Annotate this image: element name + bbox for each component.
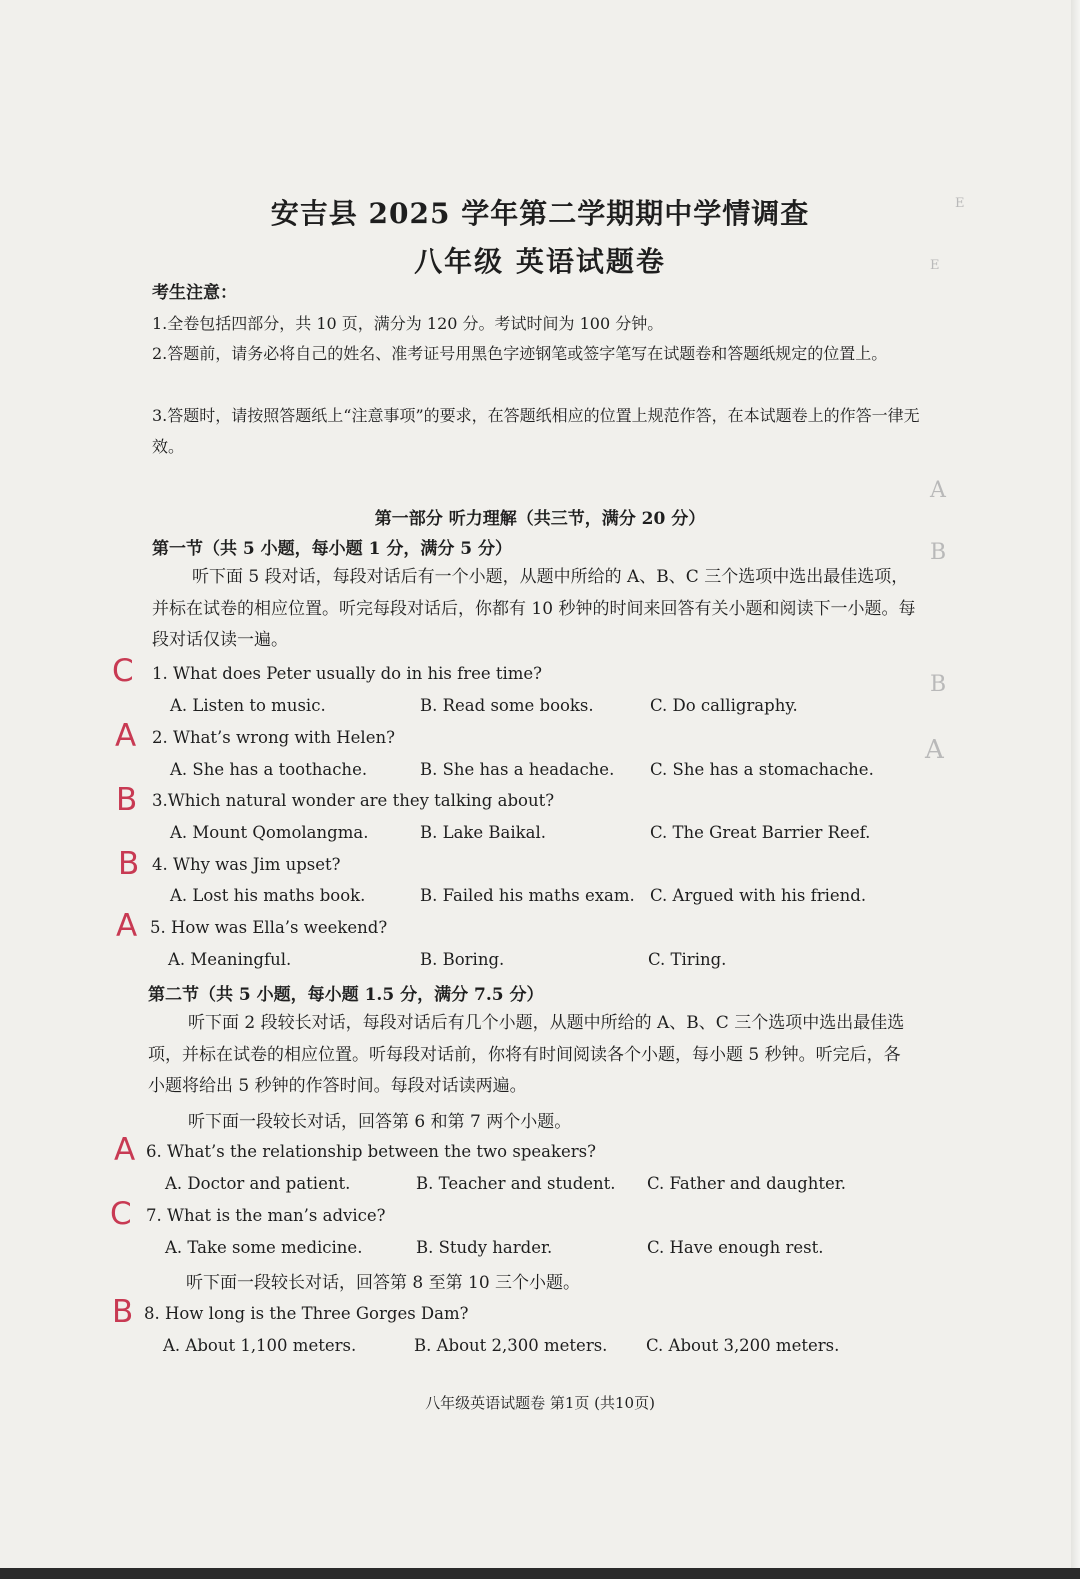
section-title: 第一节（共 5 小题，每小题 1 分，满分 5 分） xyxy=(152,539,512,559)
question-stem: 1. What does Peter usually do in his free time? xyxy=(152,664,543,683)
option-b: B. Study harder. xyxy=(416,1238,553,1257)
handwritten-answer-mark: C xyxy=(112,653,134,689)
part-title: 第一部分 听力理解（共三节，满分 20 分） xyxy=(374,509,706,529)
bleed-through-mark: A xyxy=(925,735,944,765)
option-c: C. About 3,200 meters. xyxy=(646,1336,840,1355)
notice-item: 2.答题前，请务必将自己的姓名、准考证号用黑色字迹钢笔或签字笔写在试题卷和答题纸规定的位置上。 xyxy=(152,344,888,363)
option-a: A. Listen to music. xyxy=(170,696,326,715)
question-stem: 7. What is the man’s advice? xyxy=(146,1206,386,1225)
notice-heading: 考生注意： xyxy=(152,283,237,303)
section-instructions: 听下面 5 段对话，每段对话后有一个小题，从题中所给的 A、B、C 三个选项中选出最佳选项，并标在试卷的相应位置。听完每段对话后，你都有 10 秒钟的时间来回答有关小题和阅读下一小题。每段对话仅读一遍。 xyxy=(152,567,916,650)
bleed-through-mark: E xyxy=(930,258,940,273)
notice-item: 3.答题时，请按照答题纸上“注意事项”的要求，在答题纸相应的位置上规范作答，在本试题卷上的作答一律无效。 xyxy=(152,406,920,456)
option-b: B. Boring. xyxy=(420,950,505,969)
bleed-through-mark: E xyxy=(955,196,965,211)
handwritten-answer-mark: A xyxy=(116,908,138,944)
section-instructions: 听下面 2 段较长对话，每段对话后有几个小题，从题中所给的 A、B、C 三个选项中选出最佳选项，并标在试卷的相应位置。听每段对话前，你将有时间阅读各个小题，每小题 5 秒钟。听完后，各小题将给出 5 秒钟的作答时间。每段对话读两遍。 xyxy=(148,1013,905,1096)
question-stem: 5. How was Ella’s weekend? xyxy=(150,918,388,937)
dialogue-intro: 听下面一段较长对话，回答第 8 至第 10 三个小题。 xyxy=(186,1273,581,1293)
option-c: C. Father and daughter. xyxy=(647,1174,847,1193)
question-stem: 6. What’s the relationship between the two speakers? xyxy=(146,1142,596,1161)
question-stem: 4. Why was Jim upset? xyxy=(152,855,341,874)
option-a: A. Meaningful. xyxy=(168,950,292,969)
option-c: C. She has a stomachache. xyxy=(650,760,874,779)
exam-subtitle: 八年级 英语试题卷 xyxy=(414,245,666,278)
option-b: B. About 2,300 meters. xyxy=(414,1336,608,1355)
option-b: B. Failed his maths exam. xyxy=(420,886,635,905)
scan-edge xyxy=(1071,0,1080,1568)
option-b: B. Teacher and student. xyxy=(416,1174,616,1193)
option-c: C. Do calligraphy. xyxy=(650,696,798,715)
handwritten-answer-mark: B xyxy=(118,846,140,882)
option-c: C. Have enough rest. xyxy=(647,1238,824,1257)
option-b: B. Lake Baikal. xyxy=(420,823,547,842)
handwritten-answer-mark: A xyxy=(115,718,137,754)
page-footer: 八年级英语试题卷 第1页 (共10页) xyxy=(425,1394,655,1412)
question-stem: 8. How long is the Three Gorges Dam? xyxy=(144,1304,469,1323)
bleed-through-mark: A xyxy=(930,478,946,503)
option-a: A. Lost his maths book. xyxy=(170,886,366,905)
exam-title: 安吉县 2025 学年第二学期期中学情调查 xyxy=(270,197,810,230)
option-c: C. Tiring. xyxy=(648,950,727,969)
option-b: B. She has a headache. xyxy=(420,760,615,779)
handwritten-answer-mark: B xyxy=(112,1294,134,1330)
question-stem: 3.Which natural wonder are they talking about? xyxy=(152,791,555,810)
section-title: 第二节（共 5 小题，每小题 1.5 分，满分 7.5 分） xyxy=(148,985,544,1005)
handwritten-answer-mark: A xyxy=(114,1132,136,1168)
bleed-through-mark: B xyxy=(930,672,947,697)
option-a: A. She has a toothache. xyxy=(170,760,368,779)
option-c: C. Argued with his friend. xyxy=(650,886,867,905)
option-a: A. About 1,100 meters. xyxy=(163,1336,357,1355)
notice-item: 1.全卷包括四部分，共 10 页，满分为 120 分。考试时间为 100 分钟。 xyxy=(152,314,664,333)
option-a: A. Mount Qomolangma. xyxy=(170,823,369,842)
option-b: B. Read some books. xyxy=(420,696,594,715)
handwritten-answer-mark: B xyxy=(116,782,138,818)
option-a: A. Take some medicine. xyxy=(165,1238,363,1257)
dialogue-intro: 听下面一段较长对话，回答第 6 和第 7 两个小题。 xyxy=(188,1112,572,1132)
bleed-through-mark: B xyxy=(930,540,947,565)
question-stem: 2. What’s wrong with Helen? xyxy=(152,728,395,747)
scan-edge xyxy=(0,1568,1080,1579)
handwritten-answer-mark: C xyxy=(110,1196,132,1232)
option-a: A. Doctor and patient. xyxy=(165,1174,351,1193)
option-c: C. The Great Barrier Reef. xyxy=(650,823,871,842)
